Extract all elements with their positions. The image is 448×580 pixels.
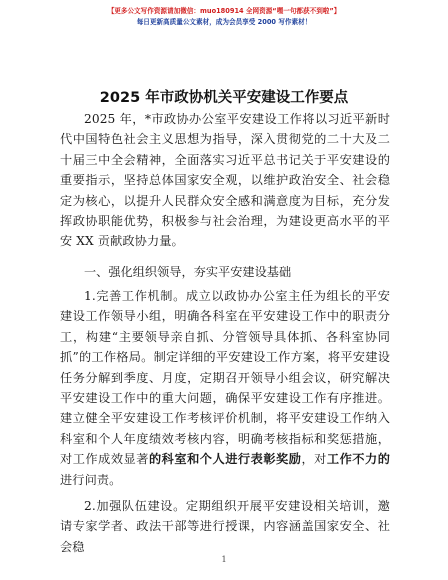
page-number: 1	[221, 555, 227, 564]
paragraph-work-mechanism	[60, 286, 390, 490]
bold-phrase: 工作不力的	[326, 452, 391, 467]
paragraph-team-building: 2.加强队伍建设。定期组织开展平安建设相关培训，邀请专家学者、政法干部等进行授课，内容涵盖国家安全、社会稳	[60, 499, 390, 554]
section-heading-1: 一、强化组织领导，夯实平安建设基础	[84, 265, 292, 279]
paragraph-text: 进行问责。	[60, 472, 122, 487]
promo-banner-line-2: 每日更新高质量公文素材，成为会员享受 2000 写作素材！	[136, 18, 312, 26]
document-title: 2025 年市政协机关平安建设工作要点	[99, 90, 349, 106]
intro-paragraph: 2025 年，*市政协办公室平安建设工作将以习近平新时代中国特色社会主义思想为指导，深入贯彻党的二十大及二十届三中全会精神，全面落实习近平总书记关于平安建设的重要指示，坚持总体国家安全观，以维护政治安全、社会稳定为核心，以提升人民群众安全感和满意度为目标，充分发挥政协职能优势，积极参与社会治理，为建设更高水平的平安 XX 贡献政协力量。	[60, 112, 390, 249]
bold-phrase: 的科室和个人进行表彰奖励	[148, 452, 302, 467]
paragraph-text: 1.完善工作机制。成立以政协办公室主任为组长的平安建设工作领导小组，明确各科室在平安建设工作中的职责分工，构建“主要领导亲自抓、分管领导具体抓、各科室协同抓”的工作格局。制定详细的平安建设工作方案，将平安建设任务分解到季度、月度，定期召开领导小组会议，研究解决平安建设工作中的重大问题，确保平安建设工作有序推进。建立健全平安建设工作考核评价机制，将平安建设工作纳入科室和个人年度绩效考核内容，明确考核指标和奖惩措施，对工作成效显著	[60, 289, 390, 467]
paragraph-text: ，对	[301, 452, 327, 467]
promo-banner-line-1: 【更多公文写作资源请加微信：muo180914 全网资源“嘿一句都获不到啦”】	[107, 7, 341, 15]
